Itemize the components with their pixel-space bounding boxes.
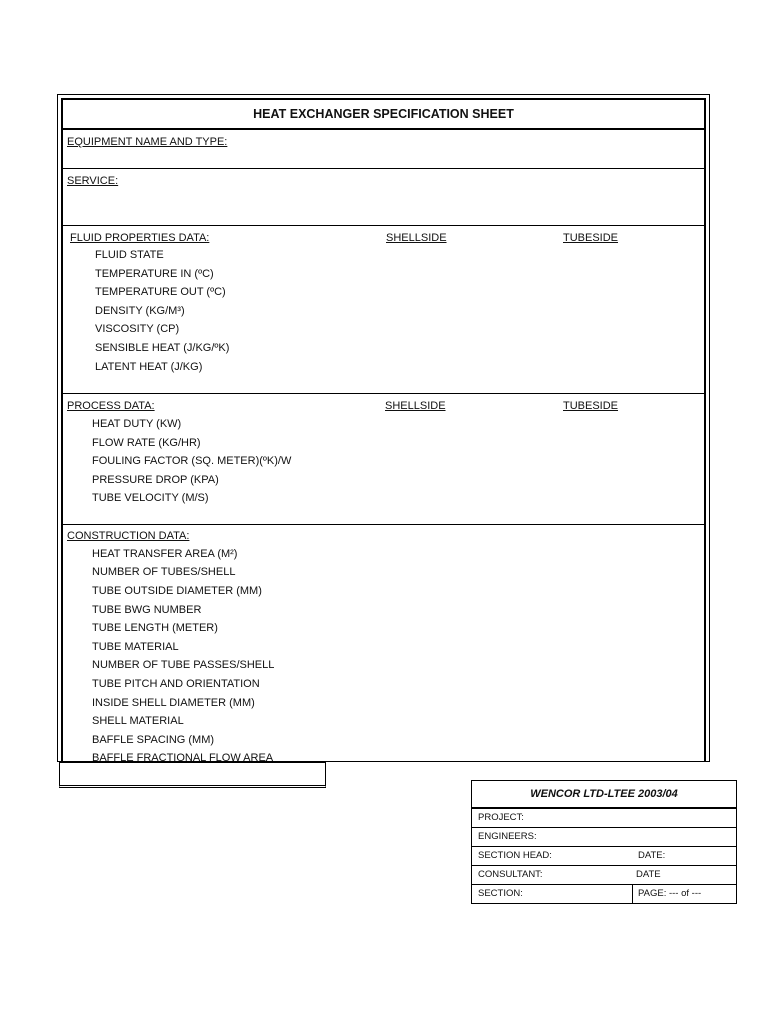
process-item: FLOW RATE (KG/HR)	[92, 437, 201, 449]
consultant-row	[472, 866, 736, 885]
equipment-row	[63, 130, 704, 169]
fluid-item: TEMPERATURE OUT (ºC)	[95, 286, 226, 298]
construction-item: NUMBER OF TUBE PASSES/SHELL	[92, 659, 275, 671]
construction-item: NUMBER OF TUBES/SHELL	[92, 566, 236, 578]
process-item: FOULING FACTOR (SQ. METER)(ºK)/W	[92, 455, 292, 467]
construction-item: HEAT TRANSFER AREA (M²)	[92, 548, 238, 560]
consultant-label: CONSULTANT:	[478, 869, 543, 880]
process-item: TUBE VELOCITY (M/S)	[92, 492, 209, 504]
construction-section	[63, 525, 704, 765]
fluid-item: LATENT HEAT (J/KG)	[95, 361, 203, 373]
fluid-section	[63, 226, 704, 394]
construction-item: TUBE PITCH AND ORIENTATION	[92, 678, 260, 690]
fluid-item: VISCOSITY (CP)	[95, 323, 180, 335]
engineers-row	[472, 828, 736, 847]
fluid-item: DENSITY (KG/M³)	[95, 305, 185, 317]
service-row	[63, 169, 704, 226]
construction-item: TUBE BWG NUMBER	[92, 604, 202, 616]
blank-box	[59, 762, 326, 788]
fluid-tubeside-header: TUBESIDE	[563, 232, 619, 244]
fluid-label: FLUID PROPERTIES DATA:	[70, 232, 210, 244]
company-name: WENCOR LTD-LTEE 2003/04	[472, 781, 736, 809]
project-row	[472, 809, 736, 828]
process-label: PROCESS DATA:	[67, 400, 155, 412]
construction-item: SHELL MATERIAL	[92, 715, 184, 727]
process-item: PRESSURE DROP (KPA)	[92, 474, 219, 486]
project-label: PROJECT:	[478, 812, 524, 823]
fluid-item: FLUID STATE	[95, 249, 164, 261]
fluid-item: SENSIBLE HEAT (J/KG/ºK)	[95, 342, 230, 354]
construction-item: TUBE OUTSIDE DIAMETER (MM)	[92, 585, 262, 597]
process-item: HEAT DUTY (KW)	[92, 418, 182, 430]
section-label: SECTION:	[478, 888, 523, 899]
construction-item: TUBE MATERIAL	[92, 641, 179, 653]
spec-sheet	[57, 94, 710, 762]
sheet-title: HEAT EXCHANGER SPECIFICATION SHEET	[63, 100, 704, 130]
construction-item: INSIDE SHELL DIAMETER (MM)	[92, 697, 255, 709]
date-label: DATE	[636, 869, 661, 880]
service-label: SERVICE:	[67, 175, 119, 187]
process-shellside-header: SHELLSIDE	[385, 400, 446, 412]
construction-item: BAFFLE SPACING (MM)	[92, 734, 215, 746]
divider	[632, 885, 633, 904]
fluid-item: TEMPERATURE IN (ºC)	[95, 268, 214, 280]
section-head-row	[472, 847, 736, 866]
construction-item: TUBE LENGTH (METER)	[92, 622, 218, 634]
construction-item: BAFFLE FRACTIONAL FLOW AREA	[92, 752, 274, 764]
construction-label: CONSTRUCTION DATA:	[67, 530, 190, 542]
engineers-label: ENGINEERS:	[478, 831, 537, 842]
spec-sheet-inner	[61, 98, 706, 764]
fluid-shellside-header: SHELLSIDE	[386, 232, 447, 244]
page-label: PAGE: --- of ---	[638, 888, 702, 899]
date-label: DATE:	[638, 850, 666, 861]
process-tubeside-header: TUBESIDE	[563, 400, 619, 412]
process-section	[63, 394, 704, 525]
equipment-label: EQUIPMENT NAME AND TYPE:	[67, 136, 228, 148]
section-head-label: SECTION HEAD:	[478, 850, 552, 861]
section-row	[472, 885, 736, 904]
title-block	[471, 780, 737, 904]
